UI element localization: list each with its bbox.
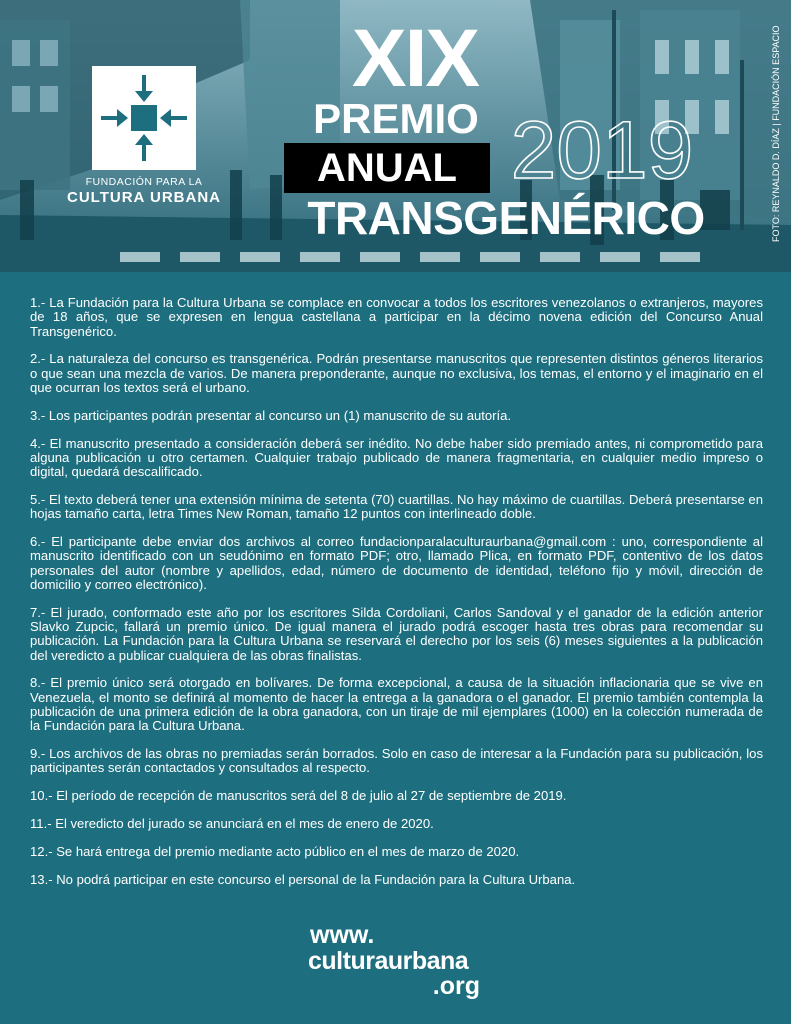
rules-list — [30, 296, 763, 900]
rule-item: 9.- Los archivos de las obras no premiadas serán borrados. Solo en caso de interesar a la Fundación para su publicación, los participantes serán contactados y consultados al respecto. — [30, 746, 763, 776]
website-line-tld: .org — [432, 972, 480, 1000]
website-line-www: www. — [310, 921, 375, 949]
rule-item: 6.- El participante debe enviar dos archivos al correo fundacionparalaculturaurbana@gmail.com : uno, correspondiente al manuscrito identificado con un seudónimo en formato PDF; otro, llamado Plica, en formato PDF, contentivo de los datos personales del autor (nombre y apellidos, edad, número de documento de identidad, teléfono fijo y móvil, dirección de domicilio y correo electrónico). — [30, 534, 763, 592]
rule-item: 12.- Se hará entrega del premio mediante acto público en el mes de marzo de 2020. — [30, 843, 520, 859]
title-premio: PREMIO — [313, 95, 479, 142]
title-transgenerico: TRANSGENÉRICO — [307, 192, 705, 244]
rule-item: 10.- El período de recepción de manuscritos será del 8 de julio al 27 de septiembre de 2019. — [30, 788, 567, 804]
rule-item: 7.- El jurado, conformado este año por los escritores Silda Cordoliani, Carlos Sandoval y el ganador de la edición anterior Slavko Zupcic, fallará un premio único. De igual manera el jurado podrá escoger hasta tres obras para recomendar su publicación. La Fundación para la Cultura Urbana se reservará el derecho por los seis (6) meses siguientes a la publicación del veredicto a publicar cualquiera de las obras finalistas. — [30, 604, 763, 663]
arrows-to-center-logo-icon — [95, 69, 193, 167]
rule-item: 4.- El manuscrito presentado a consideración deberá ser inédito. No debe haber sido premiado antes, ni comprometido para alguna publicación u otro certamen. Cualquier trabajo publicado de manera fragmentaria, en cualquier medio impreso o digital, quedará descalificado. — [30, 435, 763, 480]
rule-item: 8.- El premio único será otorgado en bolívares. De forma excepcional, a causa de la situación inflacionaria que se vive en Venezuela, el monto se definirá al momento de hacer la entrega a la ganadora o el ganador. El premio también contempla la publicación de una primera edición de la obra ganadora, con un tiraje de mil ejemplares (1000) en la colección numerada de la Fundación para la Cultura Urbana. — [30, 675, 763, 734]
foundation-logo — [92, 66, 196, 170]
title-anual: ANUAL — [284, 143, 490, 193]
rule-item: 13.- No podrá participar en este concurso el personal de la Fundación para la Cultura Urbana. — [30, 871, 576, 887]
rule-item: 11.- El veredicto del jurado se anunciará en el mes de enero de 2020. — [30, 816, 434, 832]
rule-item: 5.- El texto deberá tener una extensión mínima de setenta (70) cuartillas. No hay máximo de cuartillas. Deberá presentarse en hojas tamaño carta, letra Times New Roman, tamaño 12 puntos con interlineado doble. — [30, 491, 763, 522]
header-banner — [0, 0, 791, 272]
website-link[interactable] — [308, 922, 484, 998]
title-edition-number: XIX — [351, 13, 479, 104]
photo-credit: FOTO: REYNALDO D. DÍAZ | FUNDACIÓN ESPACIO — [771, 25, 781, 242]
rule-item: 3.- Los participantes podrán presentar al concurso un (1) manuscrito de su autoría. — [30, 407, 512, 423]
foundation-name-line1: FUNDACIÓN PARA LA — [85, 176, 203, 188]
foundation-name-line2: CULTURA URBANA — [67, 189, 221, 206]
website-line-domain: culturaurbana — [308, 947, 469, 975]
title-year: 2019 — [510, 105, 694, 196]
rule-item: 2.- La naturaleza del concurso es transgenérica. Podrán presentarse manuscritos que representen distintos géneros literarios o que sean una mezcla de varios. De manera preponderante, aunque no exclusiva, los temas, el entorno y el imaginario en el que ocurran los textos será el urbano. — [30, 351, 763, 395]
rule-item: 1.- La Fundación para la Cultura Urbana se complace en convocar a todos los escritores venezolanos o extranjeros, mayores de 18 años, que se expresen en lengua castellana a participar en la décimo novena edición del Concurso Anual Transgenérico. — [30, 295, 763, 339]
